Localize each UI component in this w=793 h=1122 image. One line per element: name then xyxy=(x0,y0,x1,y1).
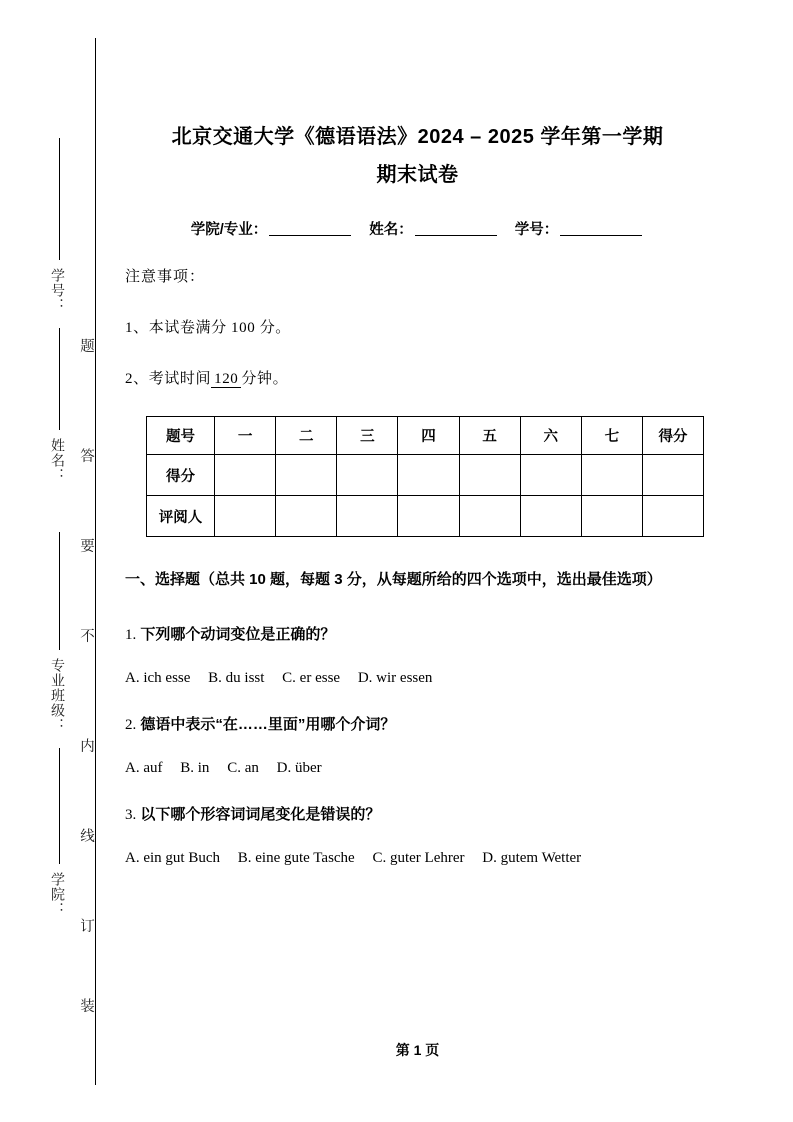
score-table-header-4: 四 xyxy=(398,417,459,455)
reviewer-cell[interactable] xyxy=(337,496,398,537)
table-row-header xyxy=(147,417,704,455)
exam-duration-value: 120 xyxy=(211,371,241,388)
score-cell[interactable] xyxy=(520,455,581,496)
reviewer-cell[interactable] xyxy=(215,496,276,537)
question-2-stem xyxy=(125,687,710,734)
question-1-number: 1. xyxy=(125,627,137,643)
seal-blank-line-2 xyxy=(59,328,60,430)
seal-char-1: 题 xyxy=(78,338,94,354)
question-3-options xyxy=(125,824,710,867)
seal-char-6: 线 xyxy=(78,828,94,844)
question-1-options xyxy=(125,644,710,687)
notice-item-2-after: 分钟。 xyxy=(241,371,289,387)
notice-item-2 xyxy=(125,337,710,388)
college-major-blank[interactable] xyxy=(269,235,351,236)
reviewer-cell[interactable] xyxy=(642,496,703,537)
exam-title-line-2: 期末试卷 xyxy=(376,164,459,186)
exam-title-line-1: 北京交通大学《德语语法》2024 – 2025 学年第一学期 xyxy=(171,126,664,148)
score-cell[interactable] xyxy=(215,455,276,496)
question-1-stem xyxy=(125,597,710,644)
question-1-option-c[interactable]: C. er esse xyxy=(282,670,341,686)
question-2-option-b[interactable]: B. in xyxy=(180,760,210,776)
question-2-number: 2. xyxy=(125,717,137,733)
score-table-header-2: 二 xyxy=(276,417,337,455)
name-blank[interactable] xyxy=(415,235,497,236)
score-cell[interactable] xyxy=(642,455,703,496)
question-2-option-a[interactable]: A. auf xyxy=(125,760,163,776)
notice-item-1: 1、本试卷满分 100 分。 xyxy=(125,320,291,336)
notice-heading: 注意事项： xyxy=(125,269,206,285)
question-1-option-a[interactable]: A. ich esse xyxy=(125,670,191,686)
seal-label-class: 专业班级： xyxy=(49,658,64,733)
question-2-text: 德语中表示“在……里面”用哪个介词？ xyxy=(140,716,396,733)
score-table-header-0: 题号 xyxy=(147,417,215,455)
question-3-option-d[interactable]: D. gutem Wetter xyxy=(482,850,582,866)
question-1-option-b[interactable]: B. du isst xyxy=(208,670,265,686)
page-title xyxy=(125,0,710,194)
score-table-header-5: 五 xyxy=(459,417,520,455)
score-table-header-1: 一 xyxy=(215,417,276,455)
score-cell[interactable] xyxy=(337,455,398,496)
seal-blank-line-3 xyxy=(59,532,60,650)
notice-item-2-before: 2、考试时间 xyxy=(125,371,212,387)
table-row xyxy=(147,496,704,537)
reviewer-cell[interactable] xyxy=(276,496,337,537)
score-table-header-3: 三 xyxy=(337,417,398,455)
sealing-margin xyxy=(0,0,110,1122)
question-1-text: 下列哪个动词变位是正确的？ xyxy=(140,626,336,643)
score-table-header-7: 七 xyxy=(581,417,642,455)
score-row-label-score: 得分 xyxy=(147,455,215,496)
seal-char-5: 内 xyxy=(78,738,94,754)
seal-blank-line-4 xyxy=(59,748,60,864)
college-major-label: 学院/专业： xyxy=(190,222,268,238)
score-cell[interactable] xyxy=(398,455,459,496)
question-2-option-d[interactable]: D. über xyxy=(276,760,322,776)
section-heading-multiple-choice: 一、选择题（总共 10 题，每题 3 分，从每题所给的四个选项中，选出最佳选项） xyxy=(125,571,662,588)
seal-char-2: 答 xyxy=(78,448,94,464)
student-id-label: 学号： xyxy=(514,222,559,238)
reviewer-cell[interactable] xyxy=(520,496,581,537)
question-3-stem xyxy=(125,777,710,824)
seal-label-student-id: 学号： xyxy=(49,268,64,313)
question-3-number: 3. xyxy=(125,807,137,823)
name-label: 姓名： xyxy=(369,222,413,238)
score-table-header-6: 六 xyxy=(520,417,581,455)
exam-sheet xyxy=(125,0,710,1122)
question-3-option-a[interactable]: A. ein gut Buch xyxy=(125,850,220,866)
question-3-option-b[interactable]: B. eine gute Tasche xyxy=(237,850,355,866)
seal-char-4: 不 xyxy=(78,628,94,644)
score-cell[interactable] xyxy=(459,455,520,496)
score-cell[interactable] xyxy=(276,455,337,496)
question-2-options xyxy=(125,734,710,777)
question-1-option-d[interactable]: D. wir essen xyxy=(357,670,433,686)
seal-char-8: 装 xyxy=(78,998,94,1014)
question-3-text: 以下哪个形容词词尾变化是错误的？ xyxy=(140,806,381,823)
seal-blank-line-1 xyxy=(59,138,60,260)
reviewer-cell[interactable] xyxy=(398,496,459,537)
score-table xyxy=(146,416,704,537)
page-footer: 第 1 页 xyxy=(395,1042,440,1058)
question-2-option-c[interactable]: C. an xyxy=(227,760,259,776)
question-3-option-c[interactable]: C. guter Lehrer xyxy=(372,850,465,866)
student-info-row xyxy=(125,218,710,239)
seal-label-name: 姓名： xyxy=(49,438,64,483)
score-cell[interactable] xyxy=(581,455,642,496)
seal-char-7: 订 xyxy=(78,918,94,934)
reviewer-cell[interactable] xyxy=(459,496,520,537)
table-row xyxy=(147,455,704,496)
seal-char-3: 要 xyxy=(78,538,94,554)
seal-label-college: 学院： xyxy=(49,872,64,917)
reviewer-cell[interactable] xyxy=(581,496,642,537)
score-table-header-8: 得分 xyxy=(642,417,703,455)
score-row-label-reviewer: 评阅人 xyxy=(147,496,215,537)
student-id-blank[interactable] xyxy=(560,235,642,236)
